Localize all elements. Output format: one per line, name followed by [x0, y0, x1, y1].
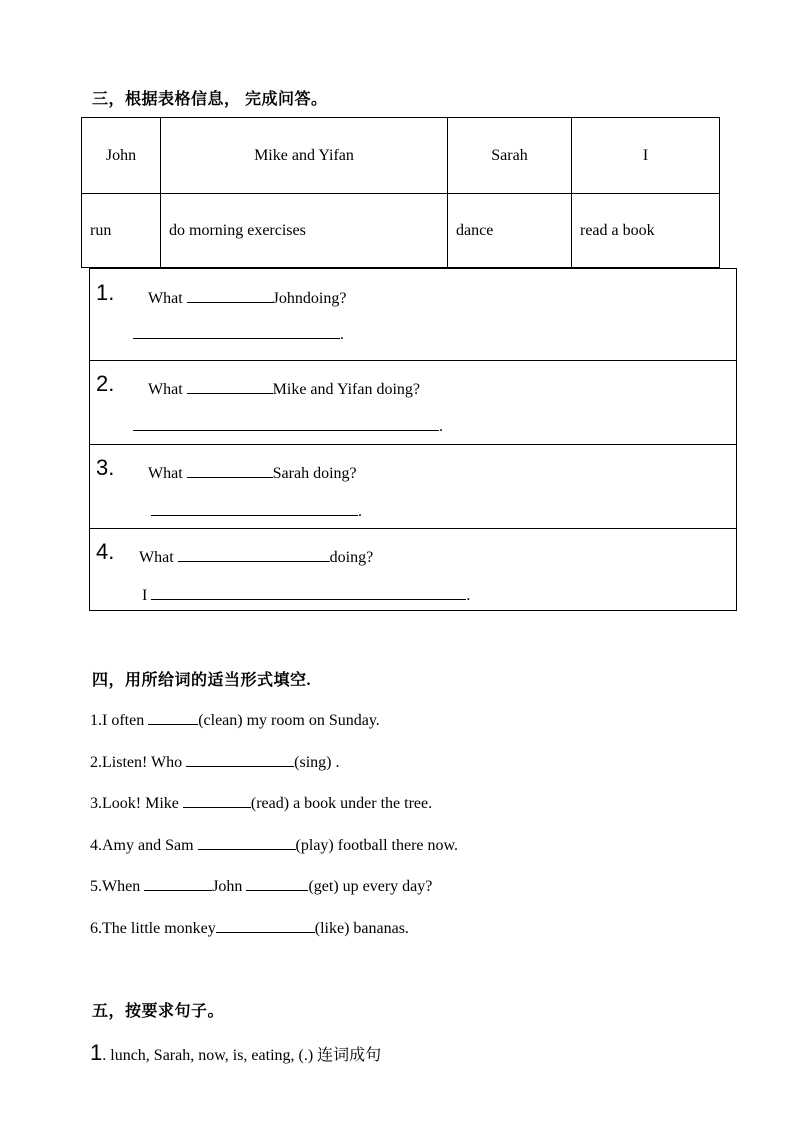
item-text: 5.When	[90, 878, 145, 895]
item-text: John	[212, 878, 247, 895]
item-text: (get) up every day?	[308, 878, 433, 895]
item-text: 2.Listen! Who	[90, 754, 187, 771]
item-text: 1.I often	[90, 712, 149, 729]
section-3-heading: 三，根据表格信息， 完成问答。	[92, 91, 328, 108]
row-divider	[90, 360, 736, 361]
table-header-cell: Sarah	[448, 118, 572, 194]
question-tail: Sarah doing?	[272, 465, 357, 482]
item-text: 6.The little monkey	[90, 920, 216, 937]
question-tail: Mike and Yifan doing?	[272, 381, 421, 398]
blank-line[interactable]	[187, 286, 273, 303]
blank-line[interactable]	[187, 461, 273, 478]
question-2-text	[148, 377, 420, 399]
fill-item-4	[90, 833, 458, 855]
answer-end: .	[466, 587, 471, 604]
question-tail: Johndoing?	[272, 290, 347, 307]
fill-item-3	[90, 791, 432, 813]
question-number: 1.	[96, 280, 115, 305]
item-text: 4.Amy and Sam	[90, 837, 198, 854]
item-text: (clean) my room on Sunday.	[198, 712, 380, 729]
blank-line[interactable]	[178, 545, 330, 562]
fill-item-5	[90, 874, 432, 896]
table-header-row	[82, 118, 720, 194]
fill-item-2	[90, 750, 339, 772]
table-cell: dance	[448, 194, 572, 268]
reorder-item-1	[90, 1040, 381, 1066]
question-3-text	[148, 461, 357, 483]
item-text: (sing) .	[294, 754, 340, 771]
question-number: 4.	[96, 539, 115, 564]
answer-blank[interactable]	[151, 499, 358, 516]
info-table	[81, 117, 720, 268]
table-header-cell: Mike and Yifan	[161, 118, 448, 194]
answer-blank[interactable]	[133, 414, 439, 431]
blank-line[interactable]	[246, 874, 308, 891]
section-4-heading: 四，用所给词的适当形式填空.	[92, 672, 312, 689]
item-text: . lunch, Sarah, now, is, eating, (.) 连词成句	[102, 1047, 382, 1064]
answer-blank[interactable]	[151, 583, 466, 600]
question-word: What	[148, 465, 183, 482]
blank-line[interactable]	[187, 377, 273, 394]
answer-3-line	[151, 499, 362, 521]
row-divider	[90, 528, 736, 529]
question-word: What	[139, 549, 174, 566]
item-text: (like) bananas.	[314, 920, 409, 937]
question-4-text	[139, 545, 373, 567]
row-divider	[90, 444, 736, 445]
section-5-heading: 五，按要求句子。	[92, 1003, 225, 1020]
table-cell: run	[82, 194, 161, 268]
answer-blank[interactable]	[133, 322, 340, 339]
table-header-cell: John	[82, 118, 161, 194]
answer-pronoun: I	[142, 587, 148, 604]
question-1-text	[148, 286, 346, 308]
answer-1-line	[133, 322, 344, 344]
blank-line[interactable]	[183, 791, 251, 808]
item-text: (read) a book under the tree.	[250, 795, 433, 812]
table-header-cell: I	[572, 118, 720, 194]
fill-item-1	[90, 708, 380, 730]
answer-end: .	[439, 418, 443, 435]
question-number: 2.	[96, 371, 115, 396]
answer-end: .	[340, 326, 344, 343]
item-text: (play) football there now.	[295, 837, 459, 854]
blank-line[interactable]	[144, 874, 212, 891]
question-word: What	[148, 381, 183, 398]
blank-line[interactable]	[198, 833, 296, 850]
blank-line[interactable]	[186, 750, 294, 767]
question-tail: doing?	[329, 549, 374, 566]
answer-4-line	[142, 583, 470, 605]
blank-line[interactable]	[216, 916, 315, 933]
question-number: 3.	[96, 455, 115, 480]
fill-item-6	[90, 916, 409, 938]
answer-end: .	[358, 503, 362, 520]
item-number: 1	[90, 1040, 103, 1065]
question-word: What	[148, 290, 183, 307]
table-cell: read a book	[572, 194, 720, 268]
answer-2-line	[133, 414, 443, 436]
table-row	[82, 194, 720, 268]
blank-line[interactable]	[148, 708, 198, 725]
item-text: 3.Look! Mike	[90, 795, 183, 812]
table-cell: do morning exercises	[161, 194, 448, 268]
